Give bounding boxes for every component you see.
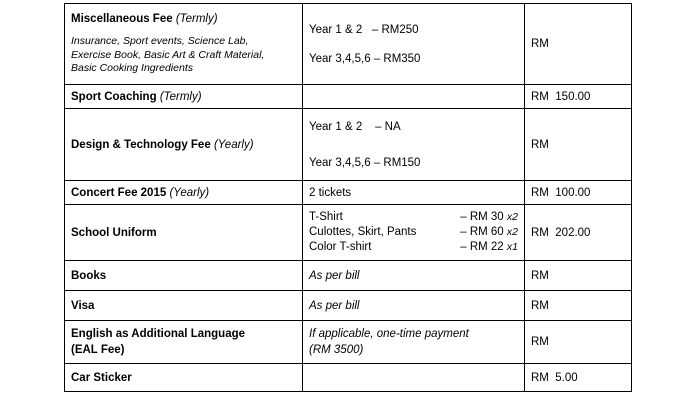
uniform-price-value: – RM 22 [460, 241, 504, 253]
fee-amount-cell [525, 261, 632, 291]
fee-details-cell [303, 85, 525, 109]
fee-item-cell [65, 291, 303, 321]
fee-amount: RM 202.00 [531, 226, 591, 239]
uniform-line [309, 210, 518, 225]
fee-amount-cell [525, 4, 632, 85]
fee-item-name: School Uniform [71, 226, 157, 239]
table-row [65, 109, 632, 181]
fee-item-name: English as Additional Language [71, 328, 246, 340]
detail-line: Year 3,4,5,6 – RM150 [309, 156, 421, 169]
uniform-line [309, 240, 518, 255]
fee-item-cell [65, 85, 303, 109]
uniform-qty: x2 [506, 226, 518, 238]
table-row [65, 364, 632, 392]
fee-amount-cell [525, 85, 632, 109]
fee-amount: RM [531, 138, 549, 151]
fee-details-cell [303, 261, 525, 291]
uniform-item-name: Color T-shirt [309, 241, 372, 253]
fee-item-name: Car Sticker [71, 371, 132, 384]
note-line: Insurance, Sport events, Science Lab, [71, 35, 249, 47]
fee-item-name: Visa [71, 299, 95, 312]
fee-item-name: Design & Technology Fee [71, 138, 211, 151]
fee-amount-cell [525, 109, 632, 181]
fee-amount-cell [525, 291, 632, 321]
fee-item-name: Miscellaneous Fee [71, 13, 173, 25]
fee-item-cell [65, 109, 303, 181]
note-line: Basic Cooking Ingredients [71, 62, 193, 74]
detail-line: As per bill [309, 269, 360, 282]
fee-period: (Termly) [159, 90, 202, 103]
fee-amount: RM [531, 336, 549, 348]
uniform-qty: x1 [506, 241, 518, 253]
fee-table [64, 3, 632, 392]
detail-line: Year 1 & 2 – RM250 [309, 23, 419, 36]
uniform-price-value: – RM 30 [460, 211, 504, 223]
uniform-price-value: – RM 60 [460, 226, 504, 238]
fee-item-cell [65, 205, 303, 261]
fee-item-cell [65, 364, 303, 392]
fee-amount: RM 5.00 [531, 371, 578, 384]
uniform-item-price [460, 225, 518, 240]
fee-details-cell [303, 205, 525, 261]
fee-item-name: Concert Fee 2015 [71, 186, 167, 199]
fee-amount-cell [525, 205, 632, 261]
table-row [65, 85, 632, 109]
table-row [65, 321, 632, 364]
uniform-line [309, 225, 518, 240]
table-row [65, 205, 632, 261]
detail-line: As per bill [309, 299, 360, 312]
detail-line: Year 3,4,5,6 – RM350 [309, 52, 421, 65]
uniform-item-name: T-Shirt [309, 211, 343, 223]
fee-amount: RM 150.00 [531, 90, 591, 103]
fee-amount-cell [525, 321, 632, 364]
fee-amount: RM [531, 299, 549, 312]
note-line: Exercise Book, Basic Art & Craft Material, [71, 48, 265, 61]
fee-details-cell [303, 181, 525, 205]
detail-line: If applicable, one-time payment [309, 328, 469, 340]
fee-amount-cell [525, 181, 632, 205]
table-row [65, 181, 632, 205]
fee-details-cell [303, 291, 525, 321]
fee-details-cell [303, 321, 525, 364]
fee-amount: RM [531, 269, 549, 282]
table-row [65, 261, 632, 291]
fee-period: (Yearly) [169, 186, 210, 199]
detail-line: 2 tickets [309, 186, 352, 199]
fee-item-name: Sport Coaching [71, 90, 157, 103]
fee-period: (Termly) [175, 13, 218, 25]
table-row [65, 4, 632, 85]
fee-details-cell [303, 4, 525, 85]
fee-details-cell [303, 364, 525, 392]
uniform-item-price [460, 240, 518, 255]
fee-item-name: (EAL Fee) [71, 344, 125, 356]
fee-amount-cell [525, 364, 632, 392]
detail-line: (RM 3500) [309, 344, 364, 356]
fee-period: (Yearly) [213, 138, 254, 151]
fee-details-cell [303, 109, 525, 181]
fee-amount: RM 100.00 [531, 186, 591, 199]
fee-item-name: Books [71, 269, 107, 282]
uniform-item-price [460, 210, 518, 225]
fee-item-cell [65, 321, 303, 364]
uniform-qty: x2 [506, 211, 518, 223]
uniform-item-name: Culottes, Skirt, Pants [309, 226, 417, 238]
fee-item-cell [65, 181, 303, 205]
fee-item-cell [65, 4, 303, 85]
table-row [65, 291, 632, 321]
fee-amount: RM [531, 38, 549, 50]
fee-item-cell [65, 261, 303, 291]
fee-item-note [71, 35, 296, 76]
detail-line: Year 1 & 2 – NA [309, 120, 401, 133]
